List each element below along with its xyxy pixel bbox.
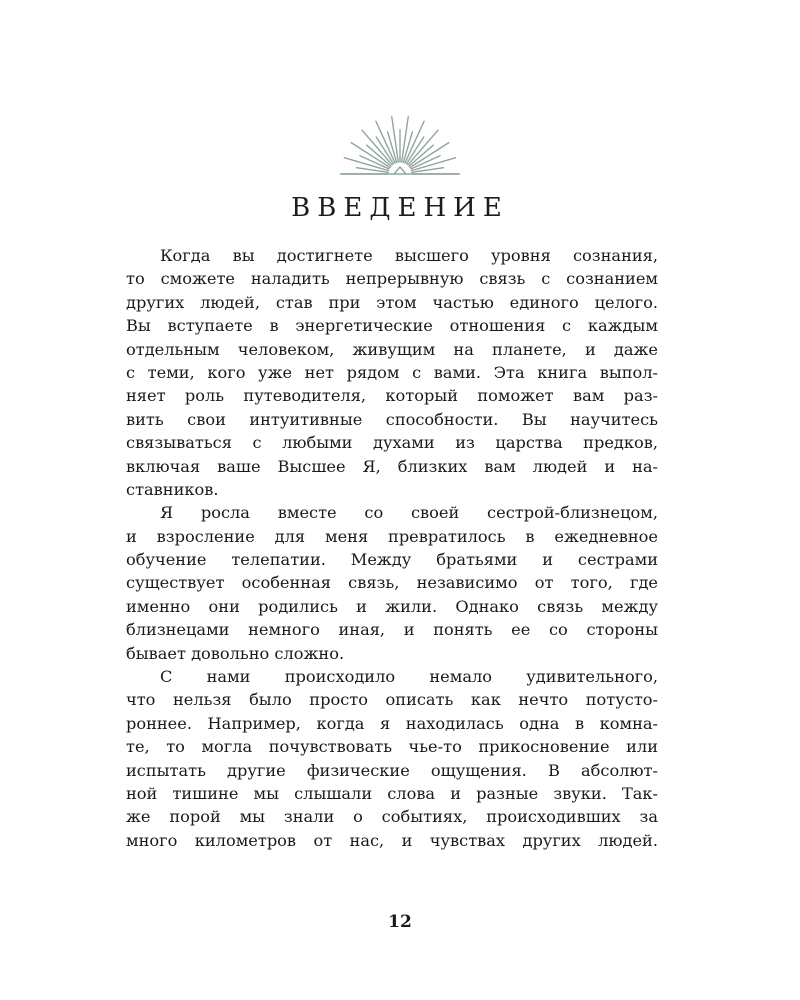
text-line: то сможете наладить непрерывную связь с сознанием (126, 269, 658, 289)
body-text (126, 244, 658, 852)
text-line: роннее. Например, когда я находилась одна в комна- (126, 713, 658, 733)
text-line: Я росла вместе со своей сестрой-близнецом, (160, 503, 658, 523)
text-line: что нельзя было просто описать как нечто потусто- (126, 690, 658, 710)
text-line: те, то могла почувствовать чье-то прикосновение или (126, 737, 658, 757)
text-line: вить свои интуитивные способности. Вы научитесь (126, 409, 658, 429)
text-line: испытать другие физические ощущения. В абсолют- (126, 760, 658, 780)
text-line: и взросление для меня превратилось в ежедневное (126, 526, 658, 546)
text-line: бывает довольно сложно. (126, 643, 345, 663)
text-line: связываться с любыми духами из царства предков, (126, 433, 658, 453)
text-line: существует особенная связь, независимо от того, где (126, 573, 658, 593)
text-line: отдельным человеком, живущим на планете, и даже (126, 339, 658, 359)
text-line: няет роль путеводителя, который поможет вам раз- (126, 386, 658, 406)
text-line: ной тишине мы слышали слова и разные звуки. Так- (126, 783, 658, 803)
sunburst-icon (330, 112, 470, 180)
text-line: других людей, став при этом частью единого целого. (126, 292, 658, 312)
text-line: много километров от нас, и чувствах других людей. (126, 830, 658, 850)
text-line: Когда вы достигнете высшего уровня сознания, (160, 246, 658, 265)
text-line: ставников. (126, 479, 219, 499)
text-line: включая ваше Высшее Я, близких вам людей и на- (126, 456, 658, 476)
text-line: же порой мы знали о событиях, происходивших за (126, 807, 658, 827)
text-line: близнецами немного иная, и понять ее со стороны (126, 620, 658, 640)
text-line: Вы вступаете в энергетические отношения с каждым (126, 316, 658, 336)
chapter-title: ВВЕДЕНИЕ (291, 193, 509, 223)
text-line: с теми, кого уже нет рядом с вами. Эта книга выпол- (126, 362, 658, 382)
text-line: С нами происходило немало удивительного, (160, 667, 658, 687)
text-line: обучение телепатии. Между братьями и сестрами (126, 550, 658, 570)
page-number: 12 (388, 912, 412, 932)
text-line: именно они родились и жили. Однако связь между (126, 596, 658, 616)
